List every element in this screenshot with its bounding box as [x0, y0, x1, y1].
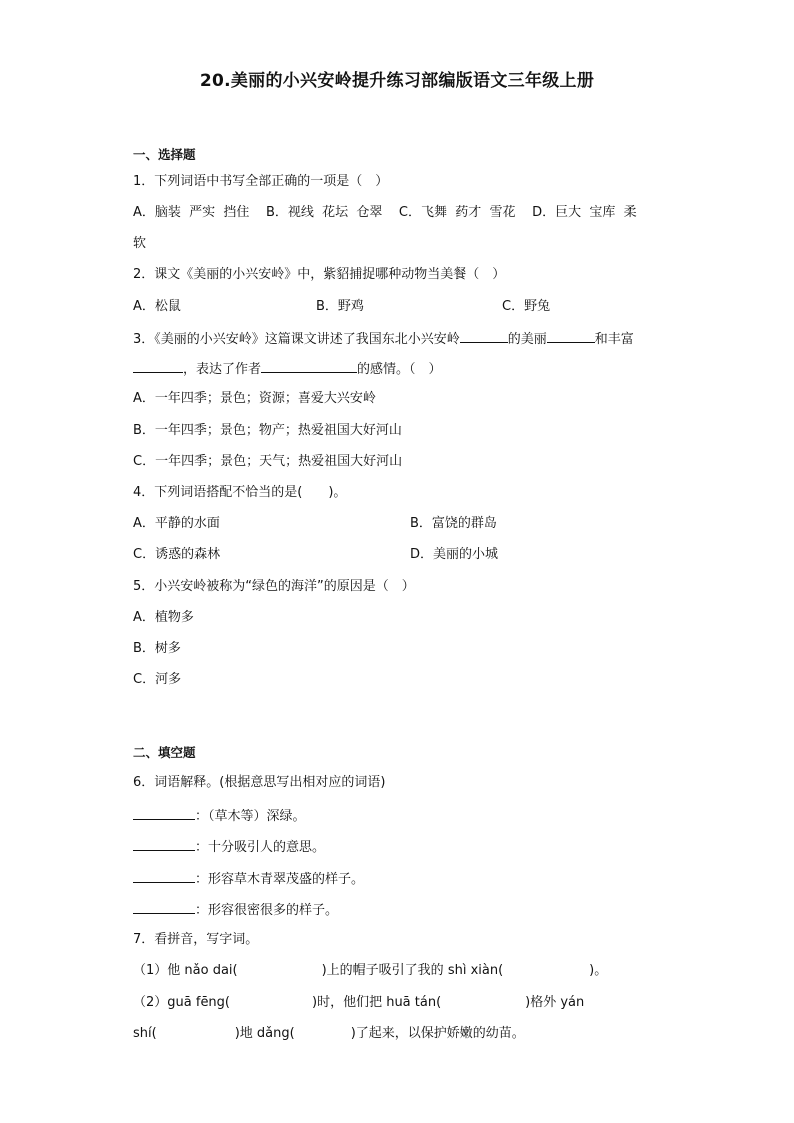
q4-option-a: A．平静的水面	[133, 516, 220, 531]
q6-stem: 6．词语解释。(根据意思写出相对应的词语)	[133, 775, 386, 790]
q1-options-wrap: 软	[133, 236, 147, 251]
q7-sub2-part5: )地 dǎng(	[234, 1026, 295, 1041]
q6-definition-text-1: ：（草木等）深绿。	[195, 809, 306, 824]
q4-stem: 4．下列词语搭配不恰当的是( )。	[133, 485, 347, 500]
page-title: 20.美丽的小兴安岭提升练习部编版语文三年级上册	[199, 71, 595, 91]
q3-option-b: B．一年四季；景色；物产；热爱祖国大好河山	[133, 423, 402, 438]
q6-blank-2[interactable]	[133, 837, 195, 851]
q7-sub2-part4: shí(	[133, 1026, 157, 1041]
q3-option-c: C．一年四季；景色；天气；热爱祖国大好河山	[133, 454, 403, 469]
q3-option-a: A．一年四季；景色；资源；喜爱大兴安岭	[133, 391, 376, 406]
q5-option-c: C．河多	[133, 672, 182, 687]
q2-option-b: B．野鸡	[316, 299, 364, 314]
q7-sub1	[133, 962, 607, 980]
q7-sub1-part2: )上的帽子吸引了我的 shì xiàn(	[321, 963, 504, 978]
q6-blank-3[interactable]	[133, 869, 195, 883]
section-heading-choice: 一、选择题	[133, 147, 196, 162]
q7-sub2	[133, 994, 584, 1012]
q3-stem-line2	[133, 359, 442, 379]
section-heading-fill: 二、填空题	[133, 745, 196, 760]
q6-definition-text-3: ：形容草木青翠茂盛的样子。	[195, 872, 365, 887]
q4-option-c: C．诱惑的森林	[133, 547, 221, 562]
q2-stem: 2．课文《美丽的小兴安岭》中，紫貂捕捉哪种动物当美餐（ ）	[133, 267, 506, 282]
q7-sub2-part1: （2）guā fēng(	[133, 995, 230, 1010]
q3-stem-part1: 3．《美丽的小兴安岭》这篇课文讲述了我国东北小兴安岭	[133, 332, 460, 347]
q4-option-d: D．美丽的小城	[410, 547, 499, 562]
q7-sub1-part3: )。	[589, 963, 608, 978]
q3-stem-part5: 的感情。（ ）	[357, 362, 442, 377]
q6-definition-4	[133, 900, 338, 920]
q6-definition-text-2: ：十分吸引人的意思。	[195, 840, 326, 855]
q7-sub2-cont	[133, 1025, 525, 1043]
q6-definition-text-4: ：形容很密很多的样子。	[195, 903, 339, 918]
q5-option-b: B．树多	[133, 641, 181, 656]
q3-blank-1[interactable]	[460, 329, 508, 343]
q3-blank-2[interactable]	[547, 329, 595, 343]
q3-stem-line1	[133, 329, 634, 349]
q7-sub2-part3: )格外 yán	[525, 995, 585, 1010]
q6-definition-2	[133, 837, 325, 857]
q5-stem: 5．小兴安岭被称为“绿色的海洋”的原因是（ ）	[133, 579, 415, 594]
q7-sub2-part6: )了起来，以保护娇嫩的幼苗。	[350, 1026, 525, 1041]
q2-option-a: A．松鼠	[133, 299, 181, 314]
q6-definition-3	[133, 869, 364, 889]
q3-stem-part2: 的美丽	[507, 332, 547, 347]
q3-stem-part4: ，表达了作者	[183, 362, 262, 377]
q1-options: A．脑装 严实 挡住 B．视线 花坛 仓翠 C．飞舞 药才 雪花 D．巨大 宝库 柔	[133, 205, 637, 220]
q6-definition-1	[133, 806, 306, 826]
q3-stem-part3: 和丰富	[594, 332, 634, 347]
q6-blank-1[interactable]	[133, 806, 195, 820]
q7-stem: 7．看拼音，写字词。	[133, 932, 259, 947]
q7-sub2-part2: )时，他们把 huā tán(	[312, 995, 442, 1010]
q3-blank-3[interactable]	[133, 359, 183, 373]
q5-option-a: A．植物多	[133, 610, 194, 625]
q2-option-c: C．野兔	[502, 299, 551, 314]
q1-stem: 1．下列词语中书写全部正确的一项是（ ）	[133, 174, 389, 189]
q4-option-b: B．富饶的群岛	[410, 516, 497, 531]
q6-blank-4[interactable]	[133, 900, 195, 914]
q3-blank-4[interactable]	[261, 359, 357, 373]
q7-sub1-part1: （1）他 nǎo dai(	[133, 963, 238, 978]
